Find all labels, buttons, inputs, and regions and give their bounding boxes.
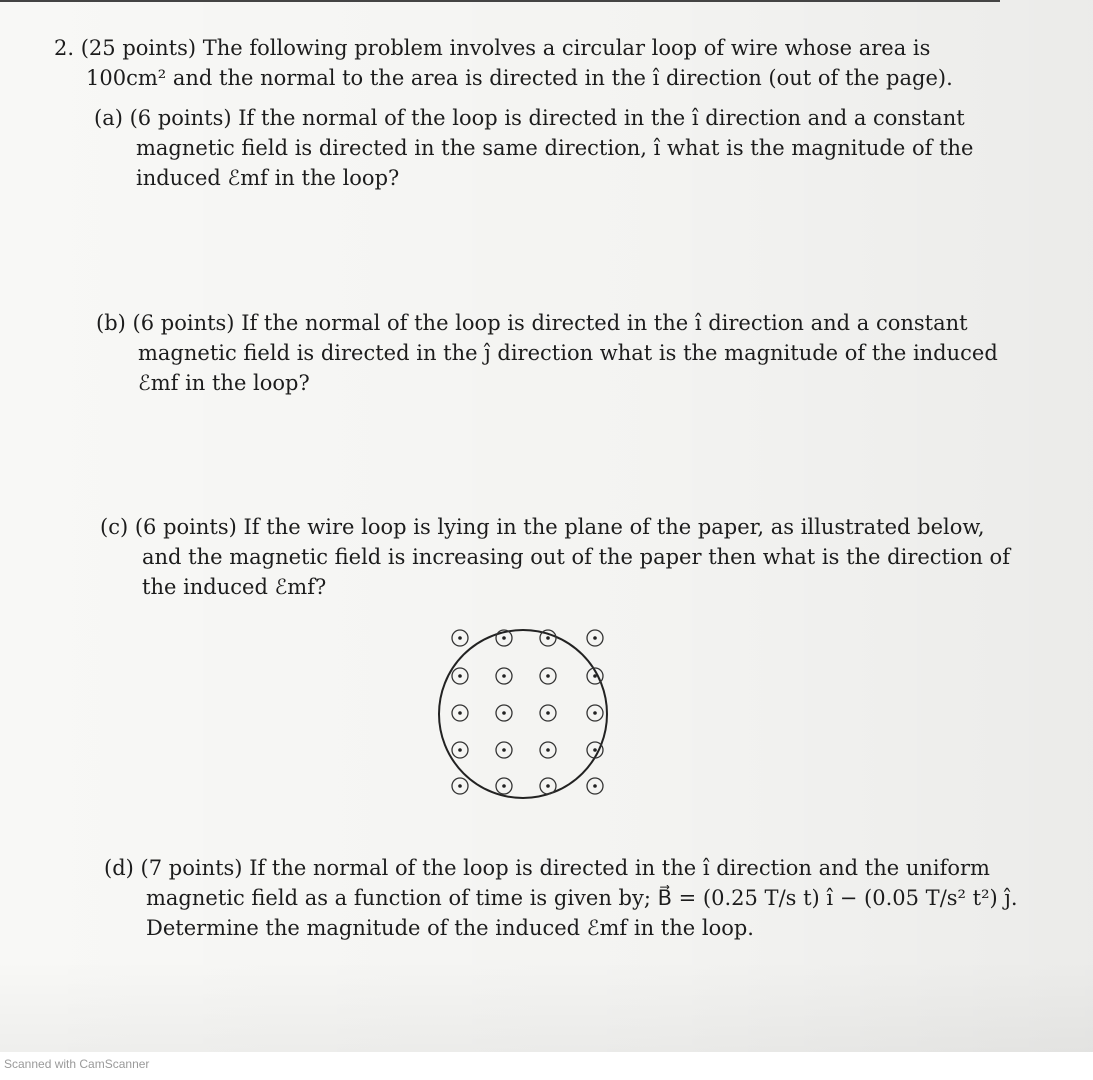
part-d	[104, 853, 1024, 943]
field-out-marker-icon	[496, 668, 512, 684]
part-b-label: (b)	[96, 311, 126, 335]
field-out-of-page-markers	[452, 630, 603, 794]
field-out-marker-icon	[452, 705, 468, 721]
field-out-marker-icon	[540, 705, 556, 721]
field-out-marker-icon	[496, 705, 512, 721]
scanner-watermark: Scanned with CamScanner	[4, 1057, 150, 1071]
field-out-marker-icon	[540, 778, 556, 794]
top-rule	[0, 0, 1000, 2]
field-out-marker-icon	[587, 705, 603, 721]
field-out-marker-icon	[540, 630, 556, 646]
field-out-marker-icon	[540, 668, 556, 684]
part-a	[94, 103, 994, 193]
part-d-points: (7 points)	[140, 856, 243, 880]
field-out-marker-icon	[452, 778, 468, 794]
part-a-line3: induced ℰmf in the loop?	[136, 166, 400, 190]
wire-loop	[439, 630, 607, 798]
field-out-marker-icon	[587, 778, 603, 794]
problem-intro-line1: The following problem involves a circular loop of wire whose area is	[202, 36, 931, 60]
part-a-line2: magnetic field is directed in the same direction, î what is the magnitude of the	[136, 136, 974, 160]
part-c-line3: the induced ℰmf?	[142, 575, 327, 599]
field-out-marker-icon	[452, 668, 468, 684]
part-c-label: (c)	[100, 515, 129, 539]
problem-points: (25 points)	[80, 36, 197, 60]
part-d-line2: magnetic field as a function of time is given by; B⃗ = (0.25 T/s t) î − (0.05 T/s² t²) ĵ.	[146, 886, 1018, 910]
part-d-line3: Determine the magnitude of the induced ℰmf in the loop.	[146, 916, 754, 940]
part-a-label: (a)	[94, 106, 123, 130]
part-b	[96, 308, 1006, 398]
field-out-marker-icon	[540, 742, 556, 758]
footer-bar	[0, 1052, 1093, 1080]
problem-intro	[54, 33, 1054, 93]
field-out-marker-icon	[496, 742, 512, 758]
field-out-marker-icon	[452, 630, 468, 646]
field-out-marker-icon	[452, 742, 468, 758]
part-b-line3: ℰmf in the loop?	[138, 371, 310, 395]
part-b-line2: magnetic field is directed in the ĵ direction what is the magnitude of the induced	[138, 341, 998, 365]
part-b-line1: If the normal of the loop is directed in the î direction and a constant	[241, 311, 968, 335]
scan-shadow	[0, 960, 1093, 1055]
part-c-line1: If the wire loop is lying in the plane of the paper, as illustrated below,	[243, 515, 985, 539]
part-c-line2: and the magnetic field is increasing out of the paper then what is the direction of	[142, 545, 1010, 569]
loop-field-diagram	[438, 620, 618, 805]
part-d-line1: If the normal of the loop is directed in the î direction and the uniform	[249, 856, 990, 880]
problem-number: 2.	[54, 36, 75, 60]
part-c	[100, 512, 1010, 602]
part-b-points: (6 points)	[132, 311, 235, 335]
part-a-points: (6 points)	[129, 106, 232, 130]
problem-intro-line2: 100cm² and the normal to the area is directed in the î direction (out of the page).	[86, 66, 953, 90]
field-out-marker-icon	[587, 630, 603, 646]
field-out-marker-icon	[496, 778, 512, 794]
part-a-line1: If the normal of the loop is directed in the î direction and a constant	[238, 106, 965, 130]
part-c-points: (6 points)	[134, 515, 237, 539]
part-d-label: (d)	[104, 856, 134, 880]
